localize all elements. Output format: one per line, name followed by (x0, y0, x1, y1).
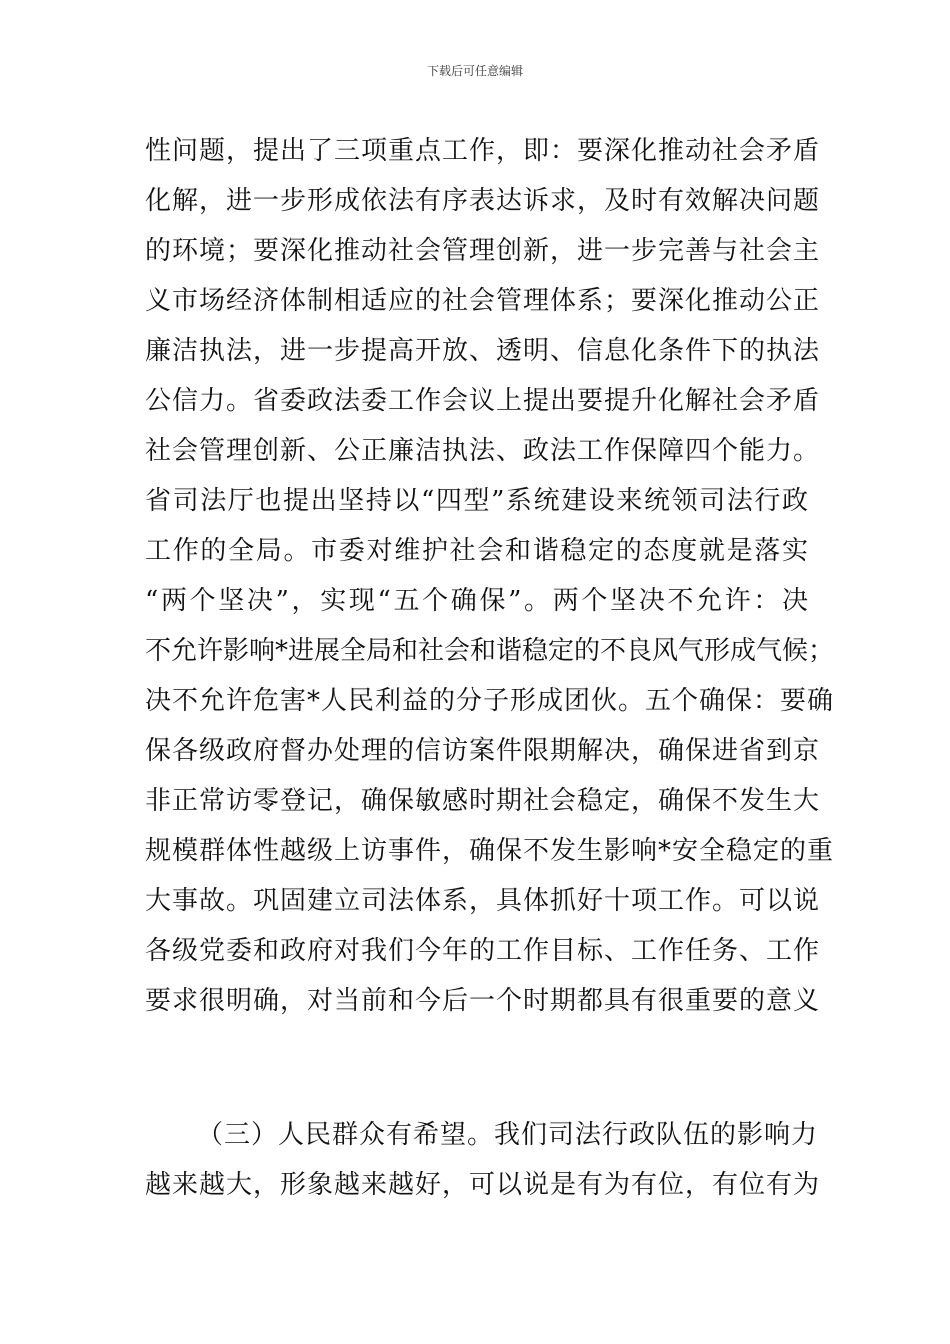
text-line: 义市场经济体制相适应的社会管理体系；要深化推动公正 (145, 286, 821, 316)
text-line: “两个坚决”，实现“五个确保”。两个坚决不允许：决 (145, 586, 809, 616)
text-line: 大事故。巩固建立司法体系，具体抓好十项工作。可以说 (145, 886, 821, 916)
text-line: 不允许影响*进展全局和社会和谐稳定的不良风气形成气候； (145, 636, 835, 666)
text-line: 化解，进一步形成依法有序表达诉求，及时有效解决问题 (145, 186, 821, 216)
text-line: 工作的全局。市委对维护社会和谐稳定的态度就是落实 (145, 536, 809, 566)
page-header-note: 下载后可任意编辑 (426, 64, 523, 78)
paragraph-2 (145, 1110, 821, 1210)
text-line: （三）人民群众有希望。我们司法行政队伍的影响力 (197, 1120, 819, 1150)
text-line: 保各级政府督办处理的信访案件限期解决，确保进省到京 (145, 736, 821, 766)
text-line: 要求很明确，对当前和今后一个时期都具有很重要的意义 (145, 986, 821, 1016)
text-line: 非正常访零登记，确保敏感时期社会稳定，确保不发生大 (145, 786, 821, 816)
text-line: 公信力。省委政法委工作会议上提出要提升化解社会矛盾 (145, 386, 821, 416)
text-line: 社会管理创新、公正廉洁执法、政法工作保障四个能力。 (145, 436, 821, 466)
text-line: 规模群体性越级上访事件，确保不发生影响*安全稳定的重 (145, 836, 835, 866)
text-line: 省司法厅也提出坚持以“四型”系统建设来统领司法行政 (145, 486, 809, 516)
text-line: 廉洁执法，进一步提高开放、透明、信息化条件下的执法 (145, 336, 821, 366)
text-line: 决不允许危害*人民利益的分子形成团伙。五个确保：要确 (145, 686, 835, 716)
paragraph-1 (145, 126, 835, 1026)
text-line: 的环境；要深化推动社会管理创新，进一步完善与社会主 (145, 236, 821, 266)
text-line: 越来越大，形象越来越好，可以说是有为有位，有位有为 (145, 1170, 821, 1200)
document-body (145, 126, 835, 1210)
paragraph-spacer (145, 1026, 809, 1110)
text-line: 各级党委和政府对我们今年的工作目标、工作任务、工作 (145, 936, 821, 966)
text-line: 性问题，提出了三项重点工作，即：要深化推动社会矛盾 (145, 136, 821, 166)
